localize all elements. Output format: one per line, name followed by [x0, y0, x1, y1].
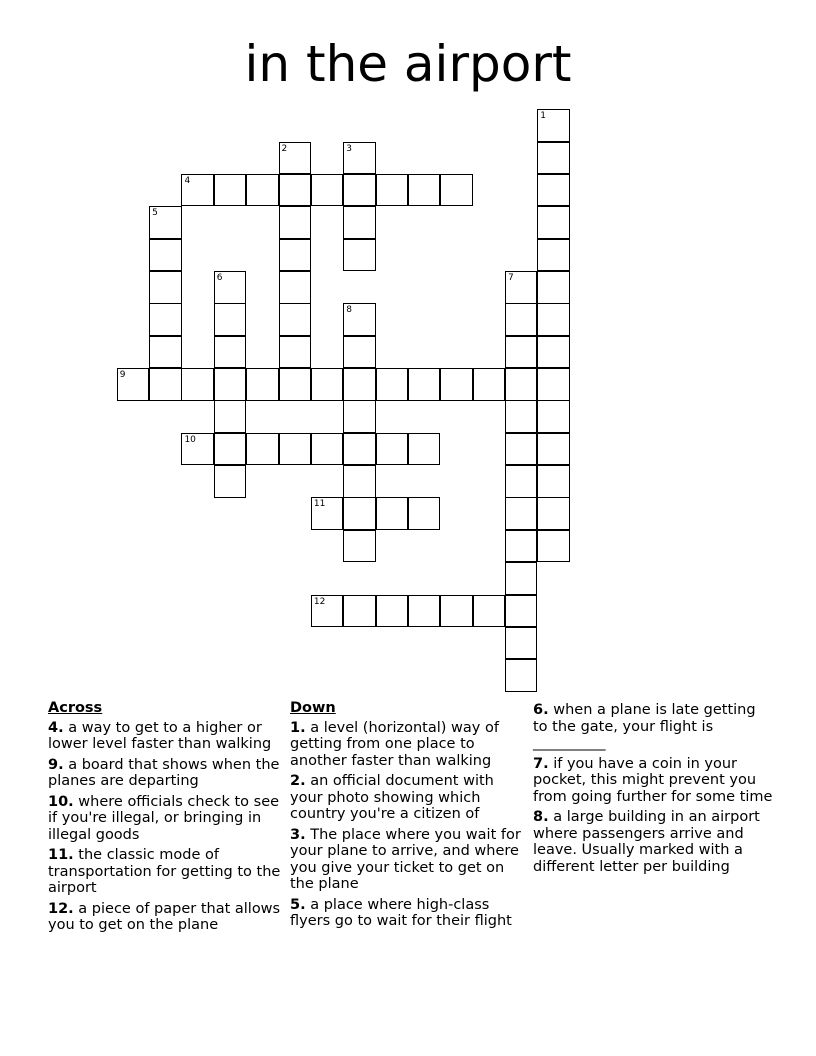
- clue-text: a large building in an airport where passengers arrive and leave. Usually marked with a different letter per building: [533, 809, 760, 875]
- crossword-cell[interactable]: [343, 142, 376, 175]
- clue-down-7: [533, 756, 773, 806]
- cell-number: 11: [313, 499, 326, 510]
- cell-number: 7: [507, 273, 514, 283]
- cell-number: 10: [184, 434, 196, 445]
- clue-text: if you have a coin in your pocket, this might prevent you from going further for some time: [533, 755, 773, 805]
- crossword-cell[interactable]: [505, 562, 538, 595]
- crossword-cell[interactable]: [149, 303, 182, 336]
- crossword-cell[interactable]: [537, 465, 570, 498]
- crossword-cell[interactable]: [505, 433, 538, 466]
- down-heading: Down: [290, 700, 336, 716]
- crossword-cell[interactable]: [440, 368, 473, 401]
- crossword-cell[interactable]: [408, 595, 441, 628]
- clue-down-3: [290, 827, 522, 893]
- clue-across-10: [48, 794, 283, 844]
- crossword-cell[interactable]: [537, 239, 570, 272]
- crossword-cell[interactable]: [343, 174, 376, 207]
- clue-text: when a plane is late getting to the gate, your flight is __________: [533, 702, 756, 751]
- clue-across-9: [48, 757, 283, 790]
- clue-text: the classic mode of transportation for getting to the airport: [48, 847, 281, 896]
- clue-number: 6.: [533, 702, 549, 718]
- crossword-cell[interactable]: [505, 465, 538, 498]
- crossword-cell[interactable]: [279, 239, 312, 272]
- crossword-cell[interactable]: [246, 174, 279, 207]
- page-title: in the airport: [244, 35, 572, 93]
- crossword-cell[interactable]: [376, 433, 409, 466]
- crossword-cell[interactable]: [408, 433, 441, 466]
- clue-down-1: [290, 720, 522, 770]
- crossword-cell[interactable]: [343, 239, 376, 272]
- crossword-cell[interactable]: [440, 174, 473, 207]
- crossword-cell[interactable]: [279, 206, 312, 239]
- clue-number: 9.: [48, 756, 64, 773]
- cell-number: 4: [184, 175, 191, 186]
- crossword-cell[interactable]: [343, 336, 376, 369]
- crossword-cell[interactable]: [505, 271, 538, 304]
- crossword-cell[interactable]: [311, 497, 344, 530]
- crossword-cell[interactable]: [214, 433, 247, 466]
- crossword-cell[interactable]: [537, 206, 570, 239]
- crossword-cell[interactable]: [149, 336, 182, 369]
- crossword-cell[interactable]: [505, 530, 538, 563]
- crossword-cell[interactable]: [246, 433, 279, 466]
- down-clues-continued: [533, 702, 773, 879]
- cell-number: 6: [216, 273, 223, 283]
- crossword-cell[interactable]: [214, 368, 247, 401]
- crossword-cell[interactable]: [214, 271, 247, 304]
- crossword-cell[interactable]: [408, 497, 441, 530]
- cell-number: 8: [346, 305, 352, 316]
- crossword-cell[interactable]: [279, 433, 312, 466]
- crossword-cell[interactable]: [214, 400, 247, 433]
- crossword-cell[interactable]: [149, 368, 182, 401]
- clue-number: 7.: [533, 755, 549, 772]
- cell-number: 12: [313, 596, 326, 607]
- crossword-cell[interactable]: [279, 271, 312, 304]
- crossword-cell[interactable]: [537, 303, 570, 336]
- cell-number: 1: [540, 111, 547, 122]
- clue-across-4: [48, 720, 283, 753]
- crossword-cell[interactable]: [343, 465, 376, 498]
- crossword-cell[interactable]: [408, 174, 441, 207]
- crossword-cell[interactable]: [505, 627, 538, 660]
- crossword-cell[interactable]: [473, 368, 506, 401]
- crossword-cell[interactable]: [537, 400, 570, 433]
- clue-number: 10.: [48, 793, 74, 810]
- crossword-cell[interactable]: [149, 239, 182, 272]
- crossword-cell[interactable]: [376, 174, 409, 207]
- clue-number: 1.: [290, 719, 306, 736]
- crossword-cell[interactable]: [214, 174, 247, 207]
- clue-number: 8.: [533, 809, 549, 825]
- clue-across-12: [48, 901, 283, 934]
- clue-text: The place where you wait for your plane to arrive, and where you give your ticket to get on the plane: [290, 826, 521, 892]
- crossword-cell[interactable]: [505, 497, 538, 530]
- crossword-cell[interactable]: [343, 303, 376, 336]
- clue-down-8: [533, 809, 773, 875]
- crossword-cell[interactable]: [246, 368, 279, 401]
- crossword-cell[interactable]: [376, 595, 409, 628]
- crossword-cell[interactable]: [537, 271, 570, 304]
- crossword-cell[interactable]: [343, 530, 376, 563]
- crossword-cell[interactable]: [343, 206, 376, 239]
- crossword-cell[interactable]: [279, 336, 312, 369]
- crossword-cell[interactable]: [537, 368, 570, 401]
- clue-number: 5.: [290, 896, 306, 913]
- crossword-cell[interactable]: [505, 336, 538, 369]
- clue-text: an official document with your photo showing which country you're a citizen of: [290, 773, 494, 822]
- crossword-cell[interactable]: [149, 271, 182, 304]
- crossword-cell[interactable]: [343, 595, 376, 628]
- clue-text: a place where high-class flyers go to wait for their flight: [290, 896, 512, 929]
- crossword-cell[interactable]: [537, 174, 570, 207]
- clue-number: 2.: [290, 773, 306, 789]
- across-clues: [48, 700, 283, 938]
- crossword-cell[interactable]: [376, 368, 409, 401]
- down-clues: [290, 700, 522, 934]
- cell-number: 2: [281, 143, 288, 154]
- crossword-cell[interactable]: [343, 400, 376, 433]
- crossword-cell[interactable]: [149, 206, 182, 239]
- crossword-cell[interactable]: [181, 174, 214, 207]
- crossword-cell[interactable]: [343, 368, 376, 401]
- clue-text: a level (horizontal) way of getting from one place to another faster than walking: [290, 719, 499, 769]
- crossword-cell[interactable]: [214, 336, 247, 369]
- crossword-cell[interactable]: [505, 400, 538, 433]
- clue-text: where officials check to see if you're illegal, or bringing in illegal goods: [48, 793, 280, 843]
- clue-number: 4.: [48, 719, 64, 736]
- crossword-cell[interactable]: [537, 530, 570, 563]
- crossword-cell[interactable]: [311, 433, 344, 466]
- clue-number: 3.: [290, 826, 306, 843]
- clue-text: a way to get to a higher or lower level faster than walking: [48, 719, 272, 752]
- crossword-cell[interactable]: [440, 595, 473, 628]
- crossword-cell[interactable]: [537, 109, 570, 142]
- across-heading: Across: [48, 700, 103, 716]
- crossword-cell[interactable]: [117, 368, 150, 401]
- clue-text: a board that shows when the planes are departing: [48, 756, 280, 789]
- clue-down-5: [290, 897, 522, 930]
- crossword-cell[interactable]: [505, 659, 538, 692]
- crossword-cell[interactable]: [505, 303, 538, 336]
- cell-number: 9: [119, 370, 126, 381]
- clue-text: a piece of paper that allows you to get on the plane: [48, 900, 281, 933]
- clue-down-6: [533, 702, 773, 752]
- crossword-cell[interactable]: [311, 595, 344, 628]
- crossword-cell[interactable]: [343, 497, 376, 530]
- crossword-cell[interactable]: [505, 595, 538, 628]
- crossword-cell[interactable]: [376, 497, 409, 530]
- crossword-cell[interactable]: [343, 433, 376, 466]
- crossword-cell[interactable]: [214, 465, 247, 498]
- clue-down-2: [290, 773, 522, 823]
- crossword-cell[interactable]: [537, 142, 570, 175]
- crossword-cell[interactable]: [473, 595, 506, 628]
- crossword-cell[interactable]: [505, 368, 538, 401]
- crossword-cell[interactable]: [181, 433, 214, 466]
- crossword-cell[interactable]: [279, 174, 312, 207]
- cell-number: 3: [346, 143, 352, 154]
- crossword-cell[interactable]: [181, 368, 214, 401]
- crossword-cell[interactable]: [279, 142, 312, 175]
- clue-number: 11.: [48, 847, 74, 863]
- crossword-cell[interactable]: [408, 368, 441, 401]
- crossword-cell[interactable]: [537, 497, 570, 530]
- crossword-cell[interactable]: [311, 174, 344, 207]
- crossword-cell[interactable]: [537, 433, 570, 466]
- clue-across-11: [48, 847, 283, 897]
- crossword-cell[interactable]: [214, 303, 247, 336]
- crossword-cell[interactable]: [537, 336, 570, 369]
- clue-number: 12.: [48, 900, 74, 917]
- crossword-cell[interactable]: [311, 368, 344, 401]
- cell-number: 5: [152, 208, 158, 219]
- crossword-cell[interactable]: [279, 303, 312, 336]
- crossword-cell[interactable]: [279, 368, 312, 401]
